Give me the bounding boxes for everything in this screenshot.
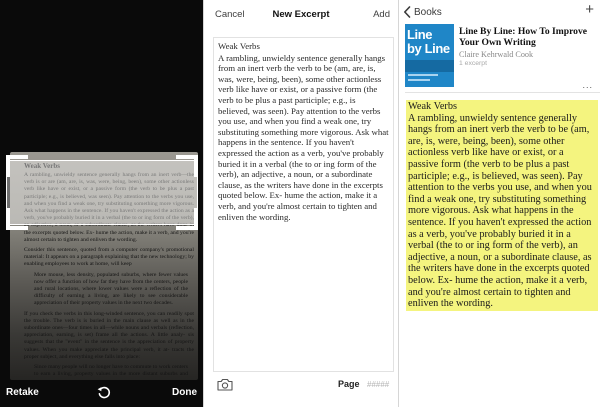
book-cover[interactable]	[405, 24, 454, 87]
rotate-icon[interactable]	[97, 385, 111, 399]
highlighted-excerpt[interactable]	[406, 100, 598, 311]
add-button[interactable]: Add	[373, 9, 390, 20]
more-options-button[interactable]: ...	[582, 80, 593, 90]
chevron-left-icon	[403, 6, 411, 18]
excerpt-heading: Weak Verbs	[408, 101, 458, 112]
selection-handle-bottom-left[interactable]	[6, 208, 28, 230]
page-label: Page	[338, 379, 360, 389]
photo-paragraph: If you check the verbs in this long-winded sentence, you can readily spot the trouble. The verb is is buried in the main clause as well as in the subordinate ones—four times in all—while nouns and verbals (reflection, appreciation, earning, is set) frame all the actions. A little analy- sis suggests that the "event" in the sentence is the appreciation of property values. When you make appreciate the principal verb, it at- tracts the proper subject, and everything else falls into place:	[24, 310, 194, 360]
new-excerpt-panel	[203, 0, 399, 407]
photo-page-heading: Weak Verbs	[24, 162, 60, 170]
plus-icon[interactable]: +	[585, 1, 594, 18]
camera-icon[interactable]	[217, 378, 233, 391]
book-title: Line By Line: How To Improve Your Own Writing	[459, 26, 588, 48]
retake-button[interactable]: Retake	[6, 387, 39, 398]
selection-box[interactable]	[6, 160, 198, 225]
cover-title-line2: by Line	[407, 41, 450, 56]
excerpt-text-area[interactable]	[213, 37, 394, 372]
cover-title-line1: Line	[407, 27, 433, 42]
back-button[interactable]	[403, 6, 442, 18]
book-author: Claire Kehrwald Cook	[459, 50, 534, 59]
camera-toolbar	[0, 383, 203, 407]
selection-handle-bottom-right[interactable]	[176, 208, 198, 230]
selection-handle-top-right[interactable]	[176, 155, 198, 177]
page-number-input[interactable]	[367, 378, 397, 390]
photo-paragraph: Consider this sentence, quoted from a computer company's promotional material: It appears on a paragraph explaining that the new technology; by enabling employees to work at home, will keep	[24, 247, 194, 268]
back-button-label: Books	[414, 6, 442, 18]
divider	[405, 92, 600, 93]
cancel-button[interactable]: Cancel	[215, 9, 245, 20]
excerpt-text-body: A rambling, unwieldy sentence generally hangs from an inert verb the verb to be (am, are, is, was, were, being, been), some other actionless verb like have or exist, or a passive form (the verb to be plus a past participle; e.g., is believed, was seen). Pay attention to the verbs you use, and when you find a weak one, try substituting something more vigorous. Ask what happens in the sentence. If you haven't expressed the action as a verb, you've probably buried it in a verbal (the to or ing form of the verb), an adjective, a noun, or a subordinate clause, as the writers have done in the excerpts quoted below. Ex- hume the action, make it a verb, and you're almost certain to tighten and enliven the wording.	[218, 52, 389, 222]
photo-paragraph: Since many people will no longer have to commute to work centers to earn a living, property values in the more distant suburbs and	[34, 364, 188, 377]
selection-handle-top-left[interactable]	[6, 155, 28, 177]
excerpt-body: A rambling, unwieldy sentence generally hangs from an inert verb the verb to be (am, are, is, were, being, been), some other actionless verb like have or exist, or a passive form (the verb to be plus a past participle; e.g., is believed, was seen). Pay attention to the verbs you use, and when you find a weak one, try substituting something more vigorous. Ask what happens in the sentence. If you haven't expressed the action as a verb, you've probably buried it in a verbal (the to or ing form of the verb), an adjective, a noun, or a subordinate clause, as the writers have done in the excerpts quoted below. Ex- hume the action, make it a verb, and you're almost certain to tighten and enliven the wording.	[408, 112, 592, 310]
excerpt-footer	[204, 372, 398, 407]
excerpt-count: 1 excerpt	[459, 60, 487, 67]
cover-decoration	[408, 79, 430, 81]
book-detail-panel	[399, 0, 600, 407]
excerpt-nav-bar	[204, 0, 398, 30]
cover-band	[405, 60, 454, 72]
done-button[interactable]: Done	[172, 387, 197, 398]
photo-paragraph: More mouse, less density, populated suburbs, where fewer values now offer a function of how far they have from the centers, people and rural locations, where lower values were a reflection of the difficulty of earning a living, are likely to see considerable appreciation of their property values in the next two decades.	[34, 271, 188, 307]
camera-capture-panel	[0, 0, 203, 407]
cover-decoration	[408, 74, 438, 76]
photo-paragraph: A rambling, unwieldy sentence generally hangs from an inert verb—the verb is or are (am, are, is, was, were, being, been), some other actionless verb like have or exist, or a passive form (the verb to be plus a past participle; e.g., is believed, was seen). Pay attention to the verbs you use, and when you find a weak one, try substituting something more vigorous. Ask what happens in the sentence. If you haven't expressed the action as a verb, you've probably buried it in a verbal (the to or ing form of the verb), an adjective, a noun, or a subordinate clause, as the writers have done in the excerpts quoted below. Ex- hume the action, make it a verb, and you're almost certain to tighten and enliven the wording.	[24, 172, 194, 243]
excerpt-text-heading: Weak Verbs	[218, 41, 260, 51]
excerpt-editor-title: New Excerpt	[272, 9, 330, 20]
